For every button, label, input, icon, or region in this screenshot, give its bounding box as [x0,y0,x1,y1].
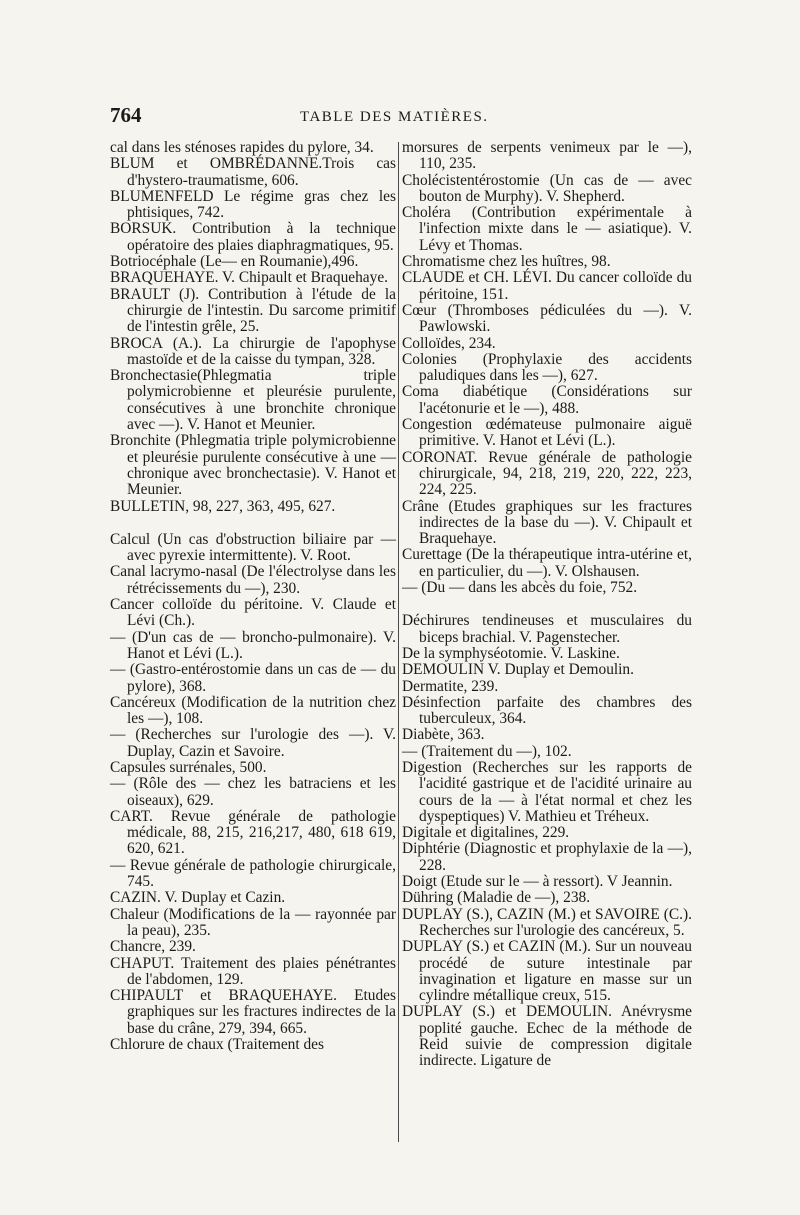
index-entry: DEMOULIN V. Duplay et Demoulin. [402,661,634,679]
index-entry: Chromatisme chez les huîtres, 98. [402,253,611,271]
index-entry: DUPLAY (S.), CAZIN (M.) et SAVOIRE (C.). Recherches sur l'urologie des cancéreux, 5. [402,905,692,939]
index-entry: BLUMENFELD Le régime gras chez les phtisiques, 742. [110,187,396,222]
index-entry: De la symphyséotomie. V. Laskine. [402,644,620,662]
index-entry: — Revue générale de pathologie chirurgicale, 745. [110,856,396,891]
left-column [110,140,396,1053]
index-entry: Chancre, 239. [110,938,196,956]
index-entry: CORONAT. Revue générale de pathologie chirurgicale, 94, 218, 219, 220, 222, 223, 224, 225. [402,448,692,499]
index-entry: morsures de serpents venimeux par le —), 110, 235. [402,139,692,173]
index-entry: — (D'un cas de — broncho-pulmonaire). V. Hanot et Lévi (L.). [110,628,396,662]
index-entry: Chlorure de chaux (Traitement des [110,1036,324,1054]
index-entry: Déchirures tendineuses et musculaires du biceps brachial. V. Pagenstecher. [402,612,692,646]
index-entry: DUPLAY (S.) et DEMOULIN. Anévrysme poplité gauche. Echec de la méthode de Reid suivie de compression digitale indirecte. Ligature de [402,1003,692,1070]
index-entry: CHIPAULT et BRAQUEHAYE. Etudes graphiques sur les fractures indirectes de la base du crâne, 279, 394, 665. [110,987,396,1037]
index-entry: Chaleur (Modifications de la — rayonnée par la peau), 235. [110,905,396,939]
section-gap [110,515,396,532]
index-entry: — (Traitement du —), 102. [402,742,572,760]
index-entry: Diabète, 363. [402,726,485,744]
index-entry: — (Du — dans les abcès du foie, 752. [402,579,638,597]
page-header [110,103,700,133]
index-entry: — (Recherches sur l'urologie des —). V. Duplay, Cazin et Savoire. [110,726,396,760]
running-title: TABLE DES MATIÈRES. [300,109,489,125]
index-entry: Bronchectasie(Phlegmatia triple polymicrobienne et pleurésie purulente, consécutives à une bronchite chronique avec —). V. Hanot et Meunier. [110,367,396,434]
index-entry: Cholécistentérostomie (Un cas de — avec bouton de Murphy). V. Shepherd. [402,171,692,205]
index-entry: — (Gastro-entérostomie dans un cas de — du pylore), 368. [110,661,396,695]
index-entry: CAZIN. V. Duplay et Cazin. [110,889,286,907]
index-entry: cal dans les sténoses rapides du pylore, 34. [110,139,374,156]
index-entry: CART. Revue générale de pathologie médicale, 88, 215, 216,217, 480, 618 619, 620, 621. [110,807,396,858]
index-entry: Cancer colloïde du péritoine. V. Claude et Lévi (Ch.). [110,596,396,630]
index-entry: BRAULT (J). Contribution à l'étude de la chirurgie de l'intestin. Du sarcome primitif de l'intestin grêle, 25. [110,285,396,336]
index-entry: Dermatite, 239. [402,677,499,695]
index-entry: BORSUK. Contribution à la technique opératoire des plaies diaphragmatiques, 95. [110,220,396,254]
index-entry: Dühring (Maladie de —), 238. [402,889,591,907]
index-entry: Cœur (Thromboses pédiculées du —). V. Pawlowski. [402,301,692,336]
index-entry: CHAPUT. Traitement des plaies pénétrantes de l'abdomen, 129. [110,954,396,988]
index-entry: Colloïdes, 234. [402,334,496,352]
index-entry: Capsules surrénales, 500. [110,758,267,776]
index-entry: CLAUDE et CH. LÉVI. Du cancer colloïde du péritoine, 151. [402,269,692,303]
index-entry: Crâne (Etudes graphiques sur les fractures indirectes de la base du —). V. Chipault et Braquehaye. [402,497,692,548]
index-entry: Colonies (Prophylaxie des accidents paludiques dans les —), 627. [402,350,692,385]
index-entry: DUPLAY (S.) et CAZIN (M.). Sur un nouveau procédé de suture intestinale par invagination et ligature en masse sur un cylindre métallique creux, 515. [402,938,692,1005]
index-entry: Curettage (De la thérapeutique intra-utérine et, en particulier, du —). V. Olshausen. [402,546,692,580]
index-entry: BROCA (A.). La chirurgie de l'apophyse mastoïde et de la caisse du tympan, 328. [110,334,396,368]
column-divider [398,142,399,1142]
index-entry: Calcul (Un cas d'obstruction biliaire par — avec pyrexie intermittente). V. Root. [110,530,396,565]
index-entry: Congestion œdémateuse pulmonaire aiguë primitive. V. Hanot et Lévi (L.). [402,416,692,450]
index-entry: Désinfection parfaite des chambres des tuberculeux, 364. [402,693,692,728]
index-entry: Digestion (Recherches sur les rapports de l'acidité gastrique et de l'acidité urinaire au cours de la — à l'état normal et chez les dyspeptiques) V. Mathieu et Tréheux. [402,758,692,825]
index-entry: BLUM et OMBRÉDANNE.Trois cas d'hystero-traumatisme, 606. [110,155,396,189]
index-entry: Cancéreux (Modification de la nutrition chez les —), 108. [110,693,396,728]
index-entry: Canal lacrymo-nasal (De l'électrolyse dans les rétrécissements du —), 230. [110,563,396,597]
page-number: 764 [110,103,142,127]
index-entry: BULLETIN, 98, 227, 363, 495, 627. [110,497,336,515]
index-entry: Digitale et digitalines, 229. [402,824,570,842]
index-entry: Bronchite (Phlegmatia triple polymicrobienne et pleurésie purulente consécutive à une — chronique avec bronchectasie). V. Hanot et Meunier. [110,432,396,499]
index-entry: BRAQUEHAYE. V. Chipault et Braquehaye. [110,269,389,287]
index-entry: — (Rôle des — chez les batraciens et les oiseaux), 629. [110,775,396,809]
index-entry: Doigt (Etude sur le — à ressort). V Jeannin. [402,873,673,891]
index-entry: Diphtérie (Diagnostic et prophylaxie de la —), 228. [402,840,692,874]
section-gap [402,596,692,613]
index-entry: Coma diabétique (Considérations sur l'acétonurie et le —), 488. [402,383,692,417]
index-entry: Choléra (Contribution expérimentale à l'infection mixte dans le — asiatique). V. Lévy et Thomas. [402,204,692,254]
index-entry: Botriocéphale (Le— en Roumanie),496. [110,253,359,271]
right-column [402,140,692,1070]
